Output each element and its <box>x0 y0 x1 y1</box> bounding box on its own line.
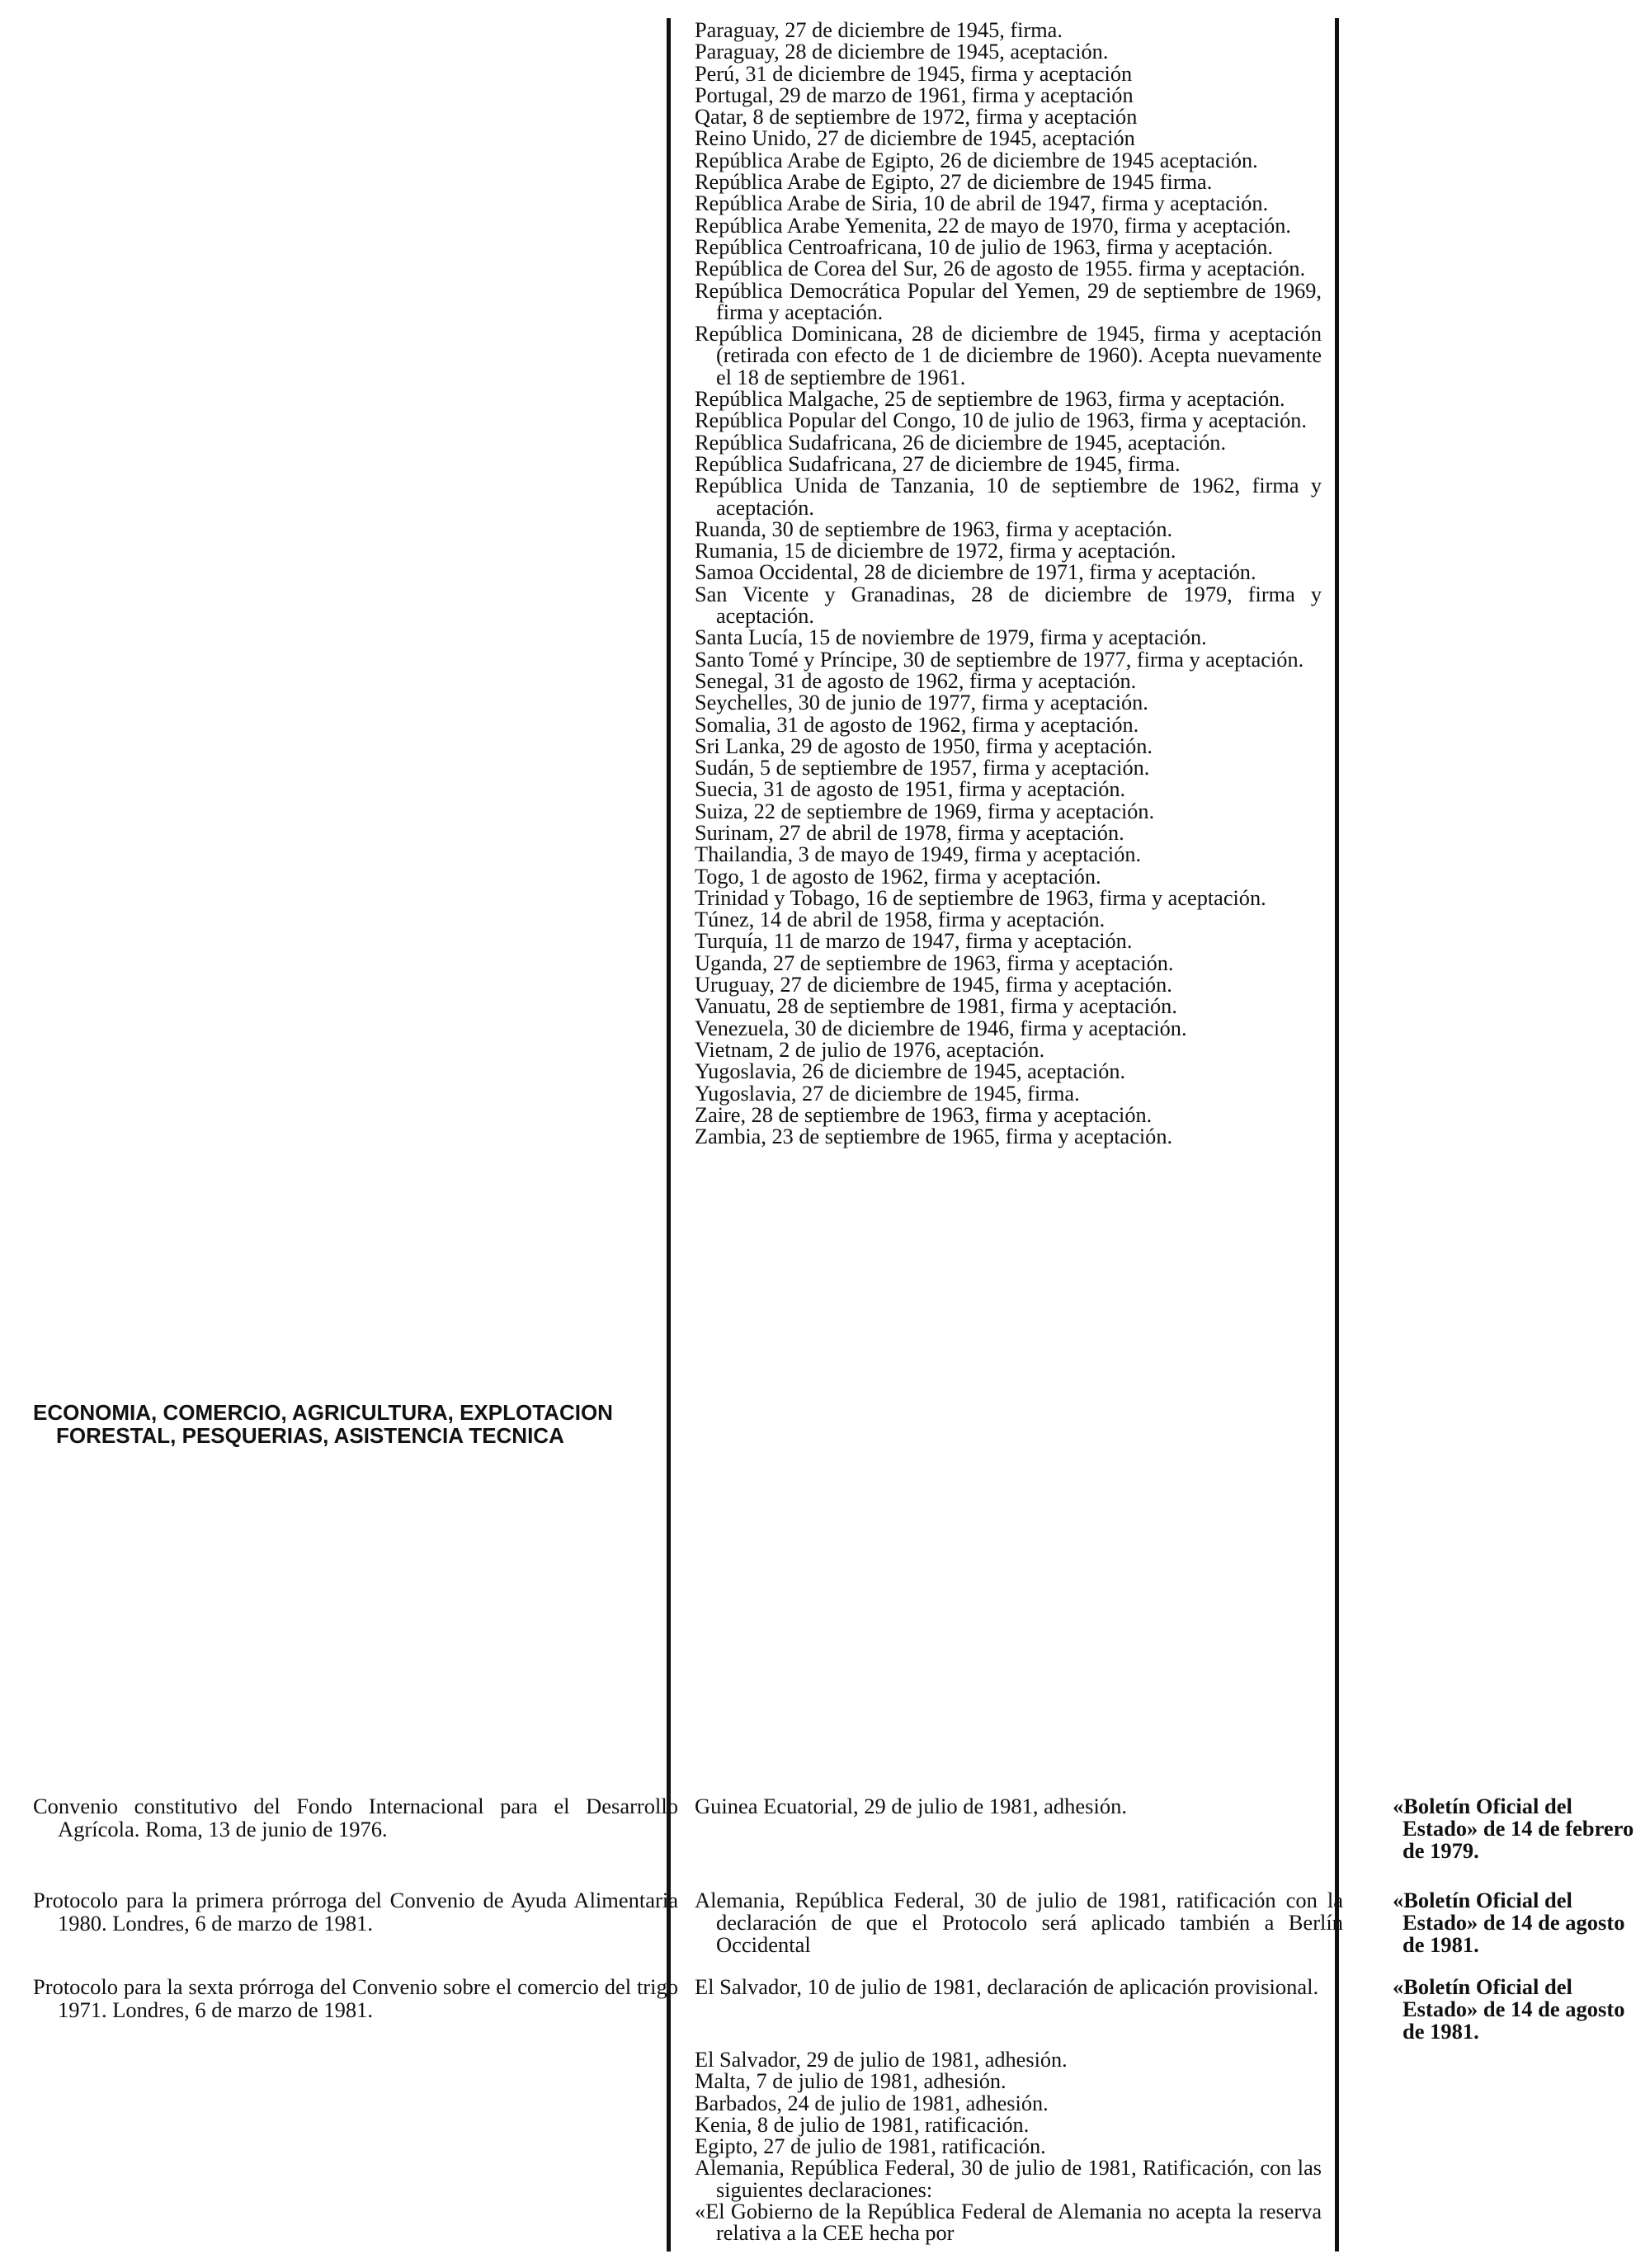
agreement-title: Protocolo para la sexta prórroga del Convenio sobre el comercio del trigo 1971. Londres, 6 de marzo de 1981. <box>33 1974 678 2022</box>
agreement-party: Alemania, República Federal, 30 de julio de 1981, ratificación con la declaración de que el Protocolo será aplicado también a Berlín Occidental <box>695 1888 1343 1957</box>
boe-reference: «Boletín Oficial del Estado» de 14 de febrero de 1979. <box>1393 1794 1634 1863</box>
ratification-entry: Samoa Occidental, 28 de diciembre de 1971, firma y aceptación. <box>695 560 1256 585</box>
ratification-entry: Sri Lanka, 29 de agosto de 1950, firma y aceptación. <box>695 733 1153 758</box>
ratifications-column-bottom <box>695 2049 1322 2245</box>
ratification-entry: Malta, 7 de julio de 1981, adhesión. <box>695 2069 1006 2094</box>
ratification-entry: República Arabe de Egipto, 27 de diciembre de 1945 firma. <box>695 170 1213 195</box>
ratification-entry: San Vicente y Granadinas, 28 de diciembre de 1979, firma y aceptación. <box>695 582 1322 629</box>
section-heading-text: ECONOMIA, COMERCIO, AGRICULTURA, EXPLOTACION FORESTAL, PESQUERIAS, ASISTENCIA TECNICA <box>33 1400 613 1448</box>
ratification-entry: Kenia, 8 de julio de 1981, ratificación. <box>695 2112 1030 2137</box>
ratification-entry: Reino Unido, 27 de diciembre de 1945, aceptación <box>695 126 1135 151</box>
ratification-entry: República Arabe de Siria, 10 de abril de 1947, firma y aceptación. <box>695 191 1269 216</box>
ratification-entry: República Arabe de Egipto, 26 de diciembre de 1945 aceptación. <box>695 148 1258 172</box>
ratification-entry: Togo, 1 de agosto de 1962, firma y aceptación. <box>695 864 1101 889</box>
ratification-entry: Somalia, 31 de agosto de 1962, firma y aceptación. <box>695 712 1139 737</box>
ratification-entry: República Centroafricana, 10 de julio de 1963, firma y aceptación. <box>695 234 1273 259</box>
ratification-list <box>695 2049 1322 2245</box>
boe-reference: «Boletín Oficial del Estado» de 14 de agosto de 1981. <box>1393 1974 1625 2044</box>
ratification-entry: Suiza, 22 de septiembre de 1969, firma y aceptación. <box>695 799 1155 823</box>
ratification-entry: Turquía, 11 de marzo de 1947, firma y aceptación. <box>695 929 1133 954</box>
ratification-entry: República Unida de Tanzania, 10 de septiembre de 1962, firma y aceptación. <box>695 474 1322 520</box>
ratification-entry: Yugoslavia, 27 de diciembre de 1945, firma. <box>695 1081 1080 1106</box>
ratification-entry: Trinidad y Tobago, 16 de septiembre de 1963, firma y aceptación. <box>695 885 1266 910</box>
ratification-entry: Alemania, República Federal, 30 de julio de 1981, Ratificación, con las siguientes declaraciones: <box>695 2156 1322 2202</box>
ratification-entry: Qatar, 8 de septiembre de 1972, firma y aceptación <box>695 105 1138 130</box>
ratification-entry: Ruanda, 30 de septiembre de 1963, firma y aceptación. <box>695 516 1173 541</box>
ratification-entry: Barbados, 24 de julio de 1981, adhesión. <box>695 2091 1049 2115</box>
agreement-title: Protocolo para la primera prórroga del Convenio de Ayuda Alimentaria 1980. Londres, 6 de marzo de 1981. <box>33 1888 678 1936</box>
ratification-entry: República Dominicana, 28 de diciembre de 1945, firma y aceptación (retirada con efecto de 1 de diciembre de 1960). Acepta nuevamente el 18 de septiembre de 1961. <box>695 322 1322 389</box>
ratification-entry: «El Gobierno de la República Federal de Alemania no acepta la reserva relativa a la CEE hecha por <box>695 2200 1322 2246</box>
ratification-entry: Zambia, 23 de septiembre de 1965, firma y aceptación. <box>695 1125 1173 1149</box>
ratification-entry: Vietnam, 2 de julio de 1976, aceptación. <box>695 1037 1045 1062</box>
ratification-entry: Yugoslavia, 26 de diciembre de 1945, aceptación. <box>695 1059 1126 1084</box>
ratifications-column-top <box>695 20 1322 1148</box>
ratification-entry: República Arabe Yemenita, 22 de mayo de 1970, firma y aceptación. <box>695 213 1291 238</box>
ratification-entry: Vanuatu, 28 de septiembre de 1981, firma y aceptación. <box>695 994 1177 1019</box>
ratification-entry: República Democrática Popular del Yemen, 29 de septiembre de 1969, firma y aceptación. <box>695 278 1322 324</box>
ratification-entry: Suecia, 31 de agosto de 1951, firma y aceptación. <box>695 777 1126 802</box>
ratification-entry: República Popular del Congo, 10 de julio de 1963, firma y aceptación. <box>695 408 1307 433</box>
ratification-entry: Thailandia, 3 de mayo de 1949, firma y aceptación. <box>695 842 1142 867</box>
ratification-entry: República de Corea del Sur, 26 de agosto de 1955. firma y aceptación. <box>695 257 1306 281</box>
ratification-entry: Sudán, 5 de septiembre de 1957, firma y aceptación. <box>695 756 1150 780</box>
ratification-entry: Santo Tomé y Príncipe, 30 de septiembre de 1977, firma y aceptación. <box>695 647 1304 672</box>
ratification-entry: Paraguay, 28 de diciembre de 1945, aceptación. <box>695 40 1109 64</box>
ratification-entry: Túnez, 14 de abril de 1958, firma y aceptación. <box>695 908 1106 932</box>
agreement-party: El Salvador, 10 de julio de 1981, declaración de aplicación provisional. <box>695 1974 1319 1999</box>
agreement-party: Guinea Ecuatorial, 29 de julio de 1981, adhesión. <box>695 1794 1127 1818</box>
ratification-entry: República Sudafricana, 27 de diciembre de 1945, firma. <box>695 451 1181 476</box>
ratification-entry: Paraguay, 27 de diciembre de 1945, firma. <box>695 18 1063 42</box>
boe-reference: «Boletín Oficial del Estado» de 14 de agosto de 1981. <box>1393 1888 1625 1957</box>
ratification-entry: Zaire, 28 de septiembre de 1963, firma y aceptación. <box>695 1102 1153 1127</box>
ratification-entry: Egipto, 27 de julio de 1981, ratificación. <box>695 2134 1046 2159</box>
agreement-title: Convenio constitutivo del Fondo Internacional para el Desarrollo Agrícola. Roma, 13 de junio de 1976. <box>33 1794 678 1841</box>
ratification-entry: Senegal, 31 de agosto de 1962, firma y aceptación. <box>695 668 1137 693</box>
ratification-entry: República Sudafricana, 26 de diciembre de 1945, aceptación. <box>695 430 1227 455</box>
section-heading <box>33 1401 653 1447</box>
ratification-entry: Surinam, 27 de abril de 1978, firma y aceptación. <box>695 820 1124 845</box>
ratification-entry: Venezuela, 30 de diciembre de 1946, firma y aceptación. <box>695 1016 1187 1040</box>
ratification-entry: Santa Lucía, 15 de noviembre de 1979, firma y aceptación. <box>695 625 1207 650</box>
ratification-list <box>695 20 1322 1148</box>
ratification-entry: El Salvador, 29 de julio de 1981, adhesión. <box>695 2048 1068 2072</box>
ratification-entry: Seychelles, 30 de junio de 1977, firma y aceptación. <box>695 691 1148 715</box>
ratification-entry: Uruguay, 27 de diciembre de 1945, firma y aceptación. <box>695 973 1172 997</box>
ratification-entry: Perú, 31 de diciembre de 1945, firma y aceptación <box>695 61 1133 86</box>
ratification-entry: Portugal, 29 de marzo de 1961, firma y aceptación <box>695 83 1134 107</box>
ratification-entry: Uganda, 27 de septiembre de 1963, firma y aceptación. <box>695 950 1174 975</box>
ratification-entry: República Malgache, 25 de septiembre de 1963, firma y aceptación. <box>695 387 1285 412</box>
ratification-entry: Rumania, 15 de diciembre de 1972, firma y aceptación. <box>695 539 1176 563</box>
